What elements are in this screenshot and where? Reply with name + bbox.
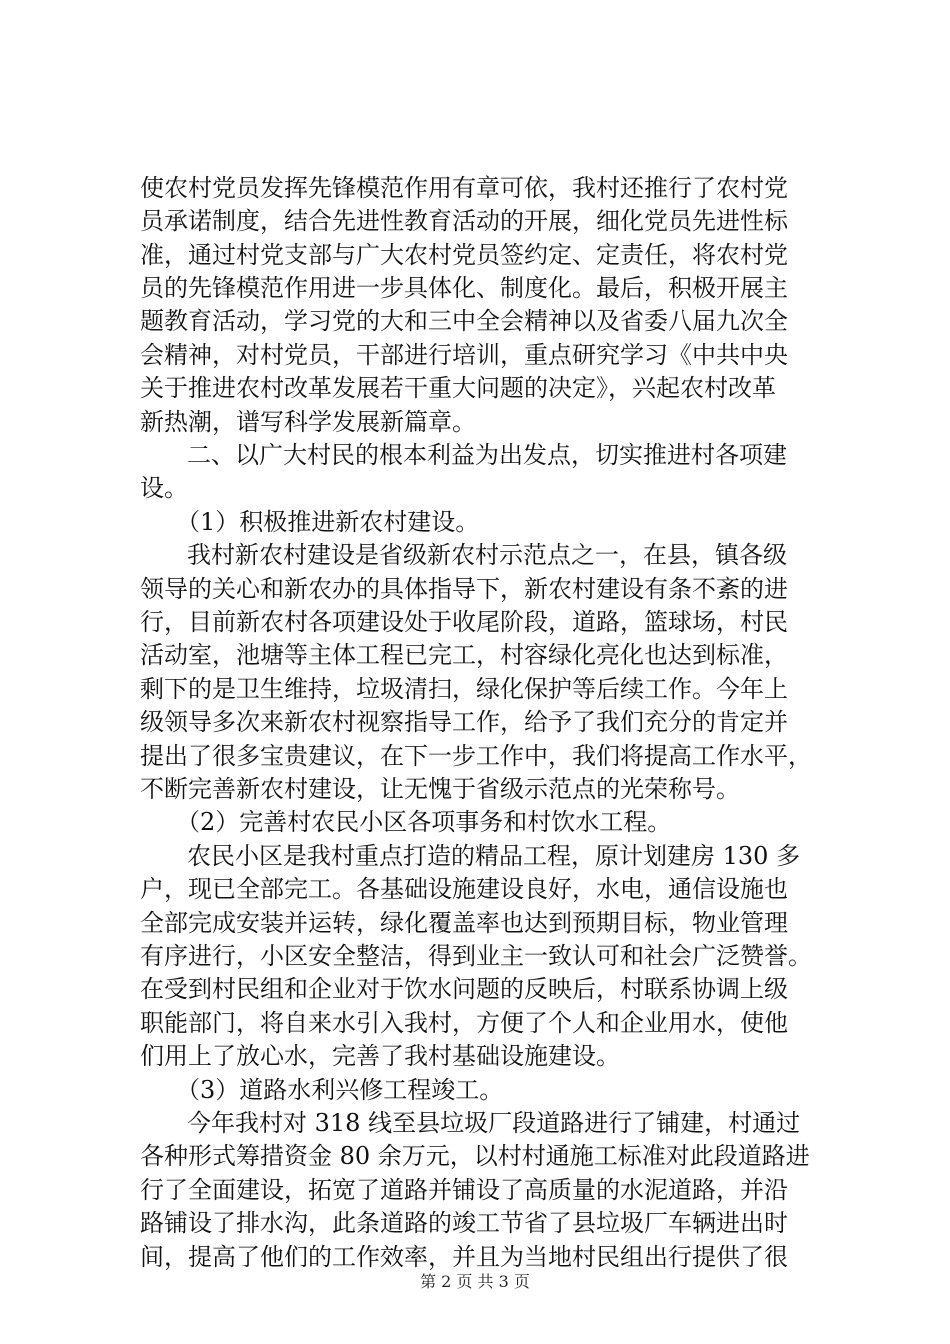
text-line: 准，通过村党支部与广大农村党员签约定、定责任，将农村党 [140, 241, 788, 269]
section-heading: 二、以广大村民的根本利益为出发点，切实推进村各项建 [187, 441, 787, 469]
text-line: 户，现已全部完工。各基础设施建设良好，水电，通信设施也 [140, 875, 788, 903]
text-line: 职能部门，将自来水引入我村，方便了个人和企业用水，使他 [140, 1009, 788, 1037]
text-line: 不断完善新农村建设，让无愧于省级示范点的光荣称号。 [140, 775, 740, 803]
paragraph-start: 我村新农村建设是省级新农村示范点之一，在县，镇各级 [187, 541, 787, 569]
text-line: 级领导多次来新农村视察指导工作，给予了我们充分的肯定并 [140, 708, 788, 736]
paragraph-start: 今年我村对 318 线至县垃圾厂段道路进行了铺建，村通过 [187, 1109, 801, 1137]
text-line: 活动室，池塘等主体工程已完工，村容绿化亮化也达到标准， [140, 641, 788, 669]
page-footer: 第 2 页 共 3 页 [420, 1272, 530, 1291]
text-line: 行了全面建设，拓宽了道路并铺设了高质量的水泥道路，并沿 [140, 1176, 788, 1204]
text-line: 间，提高了他们的工作效率，并且为当地村民组出行提供了很 [140, 1243, 788, 1271]
text-line: 关于推进农村改革发展若干重大问题的决定》，兴起农村改革 [140, 374, 776, 402]
text-line: 会精神，对村党员，干部进行培训，重点研究学习《中共中央 [140, 341, 788, 369]
text-line: 领导的关心和新农办的具体指导下，新农村建设有条不紊的进 [140, 575, 788, 603]
text-line: 题教育活动，学习党的大和三中全会精神以及省委八届九次全 [140, 307, 788, 335]
text-line: 员的先锋模范作用进一步具体化、制度化。最后，积极开展主 [140, 274, 788, 302]
text-line: 各种形式筹措资金 80 余万元，以村村通施工标准对此段道路进 [140, 1142, 810, 1170]
text-line: 全部完成安装并运转，绿化覆盖率也达到预期目标，物业管理 [140, 909, 788, 937]
text-line: 们用上了放心水，完善了我村基础设施建设。 [140, 1042, 620, 1070]
paragraph-start: 农民小区是我村重点打造的精品工程，原计划建房 130 多 [187, 842, 801, 870]
text-line: 剩下的是卫生维持，垃圾清扫，绿化保护等后续工作。今年上 [140, 675, 788, 703]
text-line: 新热潮，谱写科学发展新篇章。 [140, 408, 476, 436]
section-heading-continued: 设。 [140, 474, 188, 502]
text-line: 路铺设了排水沟，此条道路的竣工节省了县垃圾厂车辆进出时 [140, 1209, 788, 1237]
text-line: 在受到村民组和企业对于饮水问题的反映后，村联系协调上级 [140, 975, 788, 1003]
text-line: 使农村党员发挥先锋模范作用有章可依，我村还推行了农村党 [140, 174, 788, 202]
subsection-heading: （2）完善村农民小区各项事务和村饮水工程。 [176, 808, 672, 836]
subsection-heading: （3）道路水利兴修工程竣工。 [176, 1076, 504, 1104]
text-line: 行，目前新农村各项建设处于收尾阶段，道路，篮球场，村民 [140, 608, 788, 636]
text-line: 提出了很多宝贵建议，在下一步工作中，我们将提高工作水平， [140, 742, 812, 770]
subsection-heading: （1）积极推进新农村建设。 [176, 508, 480, 536]
text-line: 员承诺制度，结合先进性教育活动的开展，细化党员先进性标 [140, 207, 788, 235]
text-line: 有序进行，小区安全整洁，得到业主一致认可和社会广泛赞誉。 [140, 942, 812, 970]
